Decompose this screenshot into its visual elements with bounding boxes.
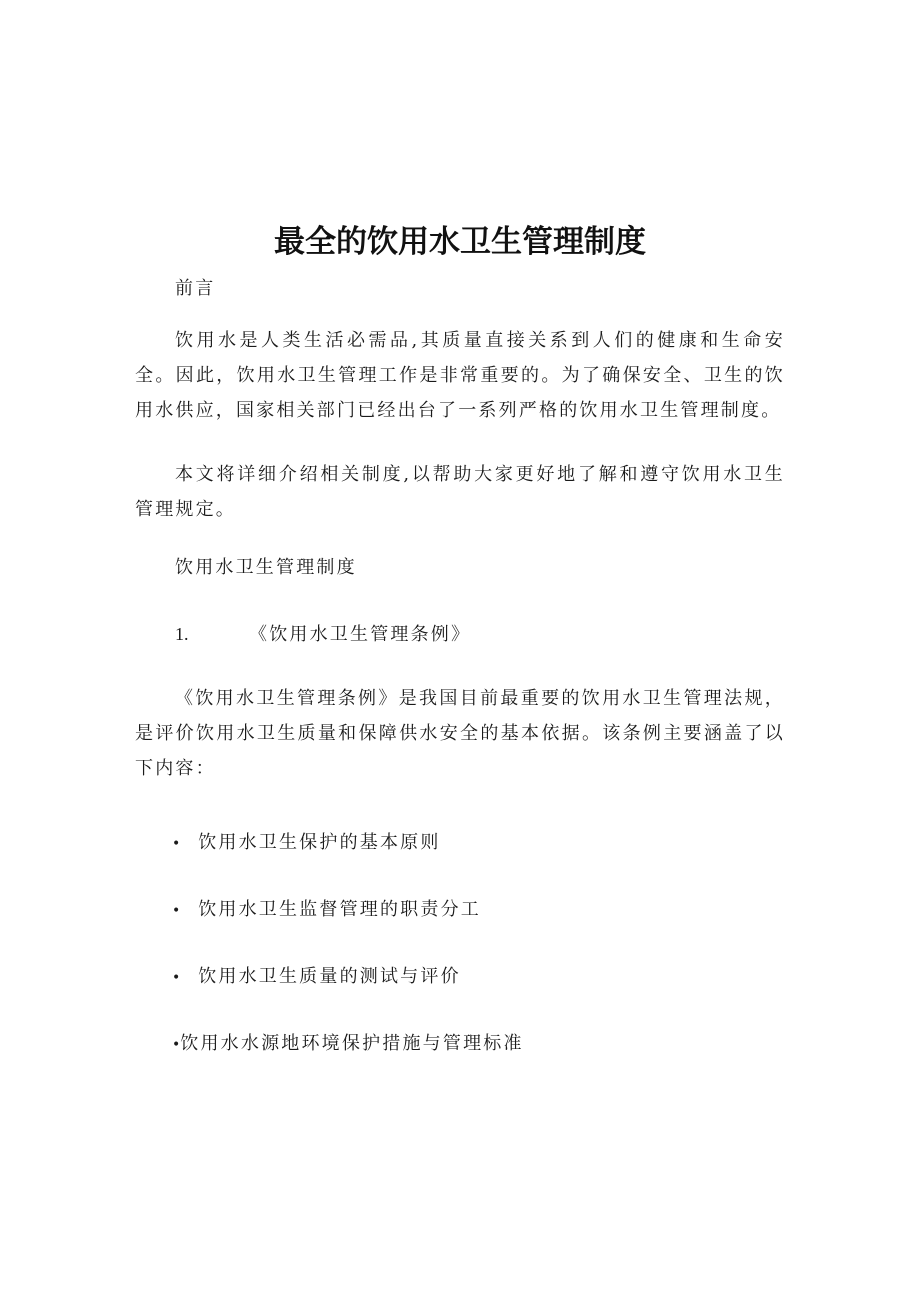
item-title: 《饮用水卫生管理条例》 [249, 624, 472, 645]
numbered-item-1 [175, 620, 471, 646]
intro-paragraph: 饮用水是人类生活必需品,其质量直接关系到人们的健康和生命安全。因此，饮用水卫生管理工作是非常重要的。为了确保安全、卫生的饮用水供应，国家相关部门已经出台了一系列严格的饮用水卫生管理制度。 [135, 330, 785, 421]
bullet-icon: • [172, 970, 181, 986]
bullet-icon: • [172, 836, 181, 852]
document-title: 最全的饮用水卫生管理制度 [274, 224, 646, 260]
preface-heading: 前言 [175, 278, 216, 299]
item-number: 1. [175, 624, 189, 644]
item-1-paragraph: 《饮用水卫生管理条例》是我国目前最重要的饮用水卫生管理法规，是评价饮用水卫生质量和保障供水安全的基本依据。该条例主要涵盖了以下内容： [135, 688, 785, 779]
list-item-text: 饮用水卫生监督管理的职责分工 [198, 899, 481, 920]
bullet-icon: • [172, 1037, 181, 1053]
list-item [172, 1029, 524, 1055]
list-item-text: 饮用水卫生保护的基本原则 [198, 832, 441, 853]
list-item-text: 饮用水卫生质量的测试与评价 [198, 966, 461, 987]
section-heading: 饮用水卫生管理制度 [175, 557, 357, 578]
list-item [172, 828, 441, 854]
bullet-icon: • [172, 903, 181, 919]
purpose-paragraph: 本文将详细介绍相关制度,以帮助大家更好地了解和遵守饮用水卫生管理规定。 [135, 464, 785, 520]
list-item [172, 895, 481, 921]
list-item-text: 饮用水水源地环境保护措施与管理标准 [180, 1033, 524, 1054]
list-item [172, 962, 461, 988]
